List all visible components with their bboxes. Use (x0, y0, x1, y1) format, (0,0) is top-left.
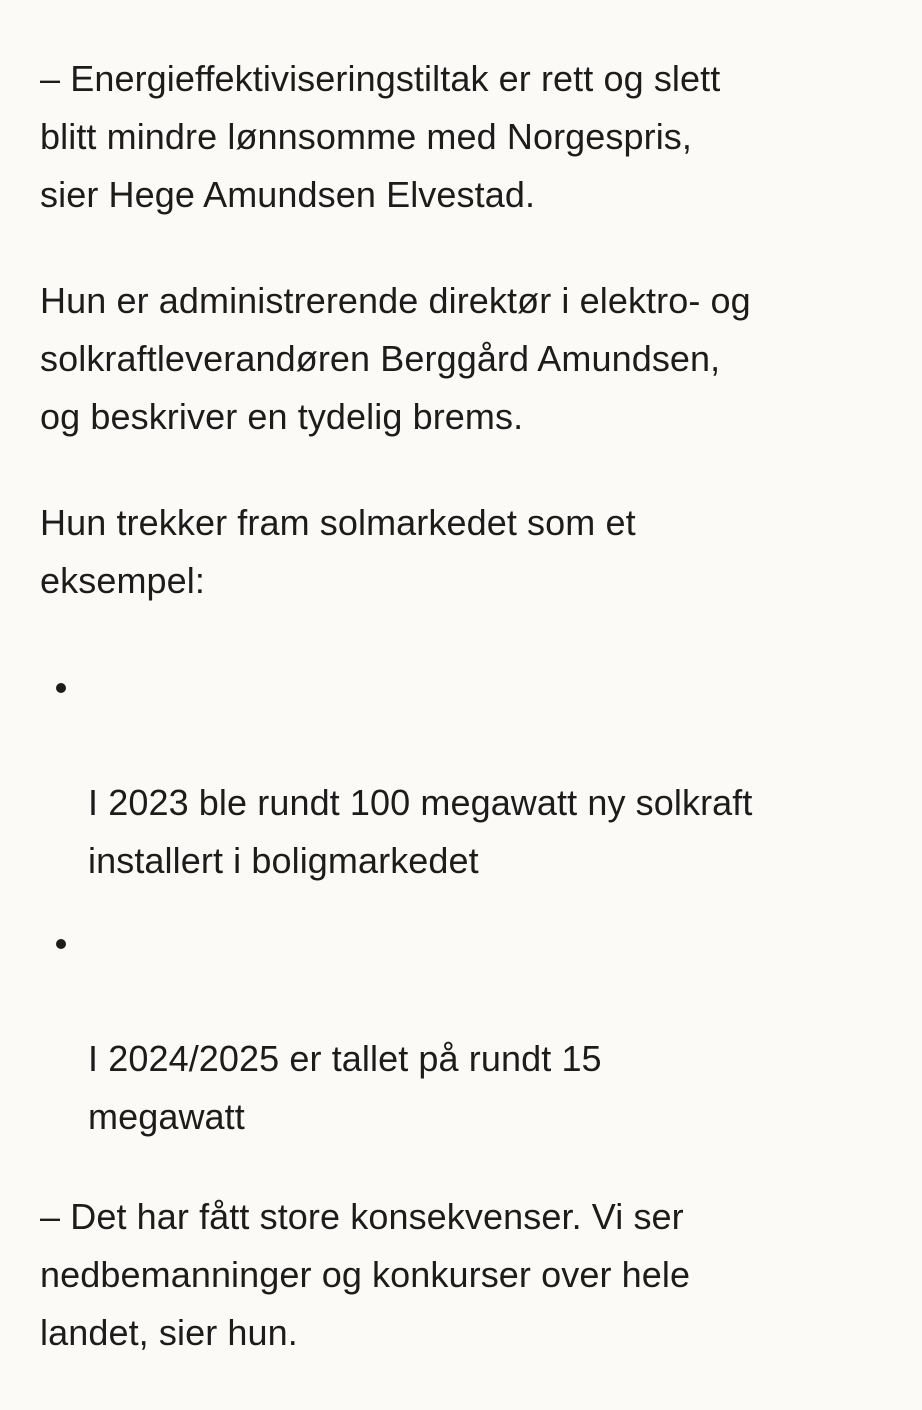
list-item-text: I 2024/2025 er tallet på rundt 15 megawatt (88, 1038, 602, 1137)
list-item-text: I 2023 ble rundt 100 megawatt ny solkraft installert i boligmarkedet (88, 782, 753, 881)
bullet-icon (56, 939, 66, 949)
quote-paragraph: – Energieffektiviseringstiltak er rett og slett blitt mindre lønnsomme med Norgespris, sier Hege Amundsen Elvestad. (40, 58, 721, 215)
bullet-list (40, 658, 900, 1146)
example-lead-paragraph: Hun trekker fram solmarkedet som et eksempel: (40, 502, 636, 601)
closing-quote-paragraph: – Det har fått store konsekvenser. Vi ser nedbemanninger og konkurser over hele landet, sier hun. (40, 1196, 691, 1353)
article-body (40, 50, 900, 1410)
intro-paragraph: Hun er administrerende direktør i elektro- og solkraftleverandøren Berggård Amundsen, og beskriver en tydelig brems. (40, 280, 751, 437)
bullet-icon (56, 683, 66, 693)
list-item (40, 658, 900, 890)
list-item (40, 914, 900, 1146)
